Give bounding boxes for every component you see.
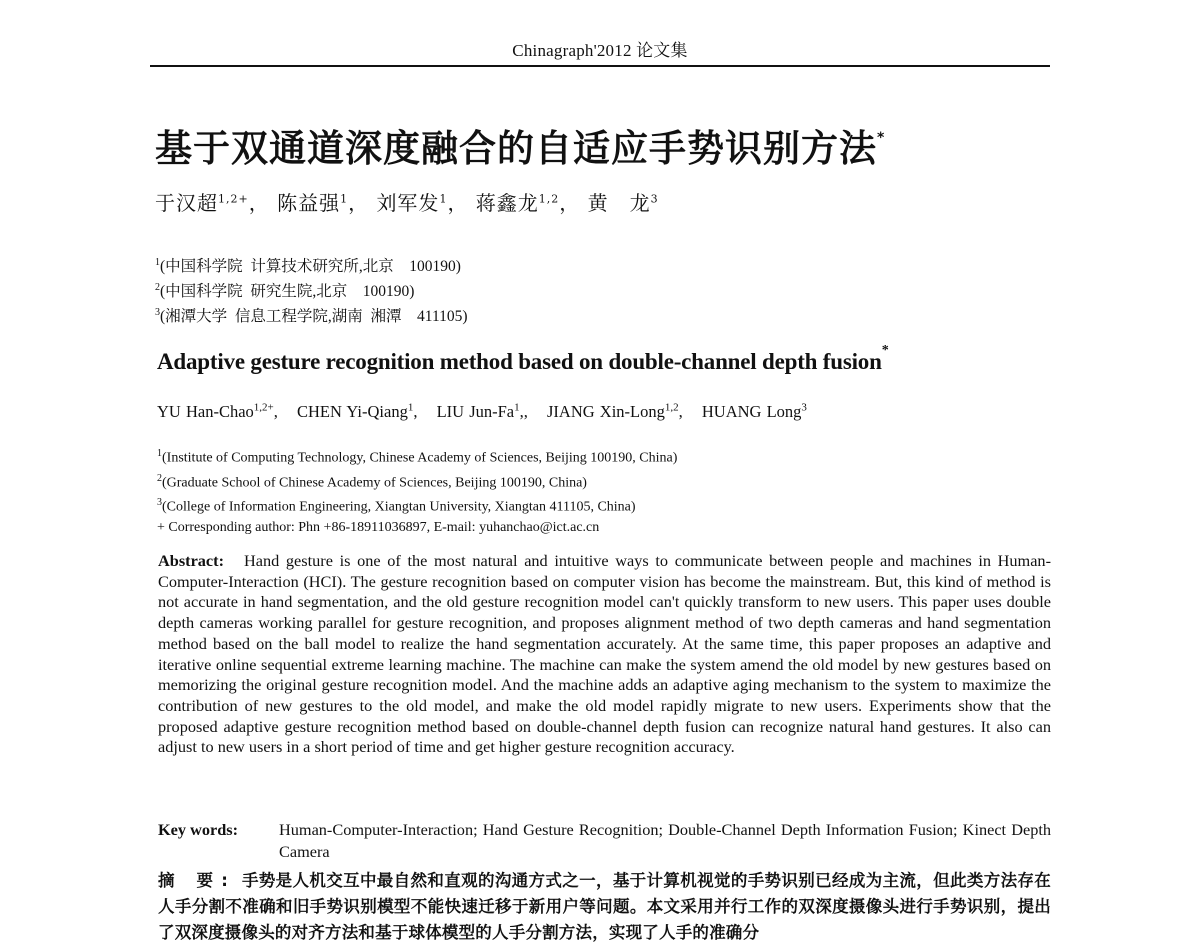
abstract-cn-body: 手势是人机交互中最自然和直观的沟通方式之一，基于计算机视觉的手势识别已经成为主流，但此类方法存在人手分割不准确和旧手势识别模型不能快速迁移于新用户等问题。本文采用并行工作的双深度摄像头进行手势识别，提出了双深度摄像头的对齐方法和基于球体模型的人手分割方法，实现了人手的准确分 xyxy=(158,871,1051,942)
author-en: YU Han-Chao$^{1,2+}$, xyxy=(157,401,278,421)
abstract-label: Abstract: xyxy=(158,551,225,570)
affiliation-en: $^3$(College of Information Engineering, Xiangtan University, Xiangtan 411105, China) xyxy=(157,497,636,515)
title-english-text: Adaptive gesture recognition method based on double-channel depth fusion xyxy=(157,349,882,374)
title-footnote-mark: * xyxy=(881,343,889,359)
abstract-chinese xyxy=(158,868,1051,946)
author-cn: 刘军发$^1$， xyxy=(376,191,469,215)
keywords-label: Key words: xyxy=(158,820,239,839)
affiliation-en: $^2$(Graduate School of Chinese Academy of Sciences, Beijing 100190, China) xyxy=(157,472,587,491)
authors-chinese xyxy=(155,187,659,216)
author-en: HUANG Long$^3$ xyxy=(701,401,807,421)
abstract-cn-label: 摘 要: xyxy=(158,871,236,890)
author-en: LIU Jun-Fa$^1$,, xyxy=(436,401,528,421)
affiliation-cn: $^1$(中国科学院 计算技术研究所,北京 100190) xyxy=(155,257,461,276)
affiliation-cn: $^3$(湘潭大学 信息工程学院,湖南 湘潭 411105) xyxy=(155,307,468,326)
author-en: CHEN Yi-Qiang$^1$, xyxy=(297,401,418,421)
title-chinese-text: 基于双通道深度融合的自适应手势识别方法 xyxy=(155,127,877,170)
abstract-body: Hand gesture is one of the most natural and intuitive ways to communicate between people and machines in Human-Computer-Interaction (HCI). The gesture recognition based on computer vision has become the mainstream. But, this kind of method is not accurate in hand segmentation, and the old gesture recognition model can't quickly transform to new users. This paper uses double depth cameras working parallel for gesture recognition, and proposes alignment method of two depth cameras and hand segmentation method based on the ball model to realize the hand segmentation accurately. At the same time, this paper proposes an adaptive and iterative online sequential extreme learning machine. The machine can make the system amend the old model by new gestures based on memorizing the original gesture recognition model. And the machine adds an adaptive aging mechanism to the system to maximize the contribution of new gestures to the old model, and make the old model rapidly migrate to new users. Experiments show that the proposed adaptive gesture recognition method based on double-channel depth fusion can recognize natural hand gestures. It also can adjust to new users in a short period of time and get higher gesture recognition accuracy. xyxy=(158,551,1051,757)
keywords-english xyxy=(158,819,1051,863)
abstract-english xyxy=(158,551,1051,758)
author-cn: 于汉超$^{1,2+}$， xyxy=(155,191,270,215)
affiliations-chinese xyxy=(155,252,468,327)
author-cn: 黄 龙$^3$ xyxy=(587,191,659,215)
header-rule xyxy=(150,65,1050,67)
running-head: Chinagraph'2012 论文集 xyxy=(512,41,688,60)
affiliation-cn: $^2$(中国科学院 研究生院,北京 100190) xyxy=(155,282,415,301)
title-footnote-mark: * xyxy=(877,129,886,146)
author-cn: 蒋鑫龙$^{1,2}$， xyxy=(475,191,581,215)
corresponding-author: + Corresponding author: Phn +86-18911036897, E-mail: yuhanchao@ict.ac.cn xyxy=(157,519,600,535)
author-en: JIANG Xin-Long$^{1,2}$, xyxy=(547,401,683,421)
affiliations-english xyxy=(157,444,677,538)
affiliation-en: $^1$(Institute of Computing Technology, Chinese Academy of Sciences, Beijing 100190, China) xyxy=(157,448,678,466)
title-chinese xyxy=(155,118,885,172)
title-english xyxy=(157,343,889,375)
keywords-list: Human-Computer-Interaction; Hand Gesture Recognition; Double-Channel Depth Information Fusion; Kinect Depth Camera xyxy=(279,820,1051,861)
authors-english xyxy=(157,401,807,422)
author-cn: 陈益强$^1$， xyxy=(277,191,370,215)
